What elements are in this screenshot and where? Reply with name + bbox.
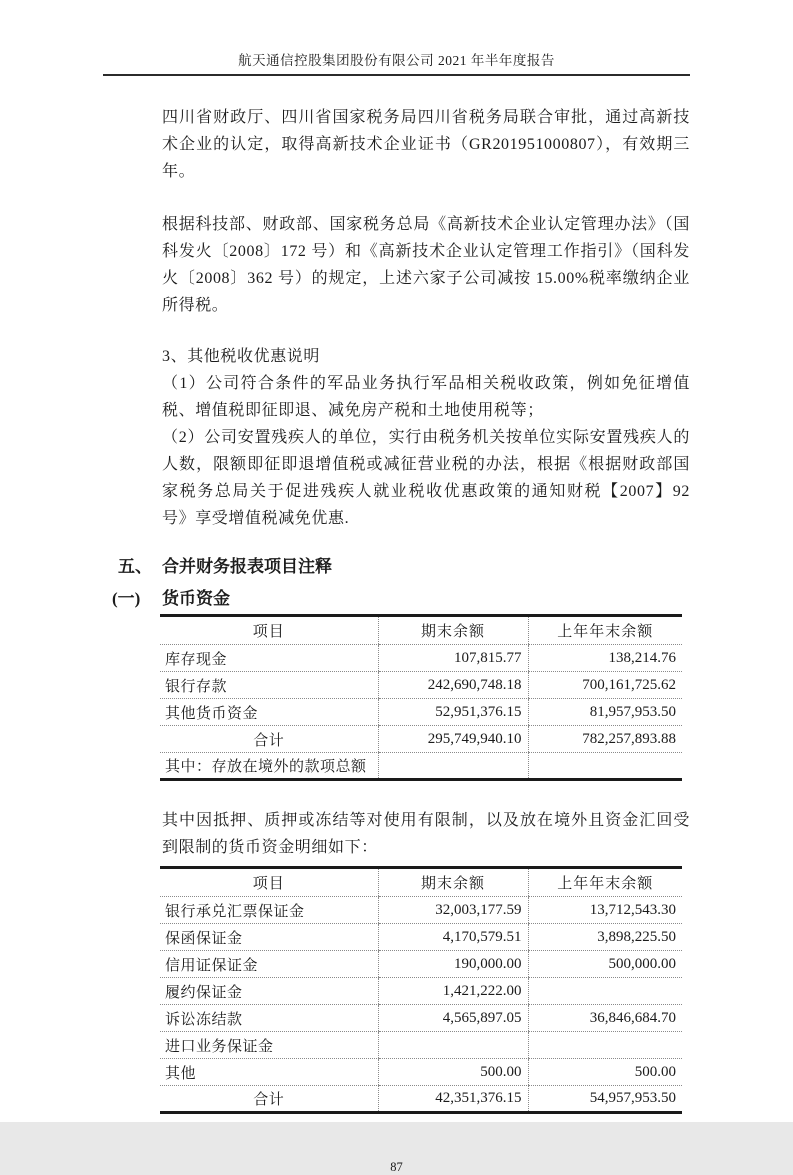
cell-end: 4,565,897.05 [378, 1005, 528, 1032]
header-prior-year-balance: 上年年末余额 [528, 868, 682, 897]
paragraph-tax-rate: 根据科技部、财政部、国家税务总局《高新技术企业认定管理办法》（国科发火〔2008〕172 号）和《高新技术企业认定管理工作指引》（国科发火〔2008〕362 号）的规定，上述六家子公司减按 15.00%税率缴纳企业所得税。 [162, 216, 690, 314]
section3-item2: （2）公司安置残疾人的单位，实行由税务机关按单位实际安置残疾人的人数，限额即征即退增值税或减征营业税的办法，根据《根据财政部国家税务总局关于促进残疾人就业税收优惠政策的通知财税【2007】92 号》享受增值税减免优惠. [162, 429, 690, 527]
table-row [160, 978, 682, 1005]
monetary-funds-table [160, 614, 682, 781]
cell-prev: 3,898,225.50 [528, 924, 682, 951]
table-row [160, 951, 682, 978]
cell-end: 52,951,376.15 [378, 699, 528, 726]
cell-end: 242,690,748.18 [378, 672, 528, 699]
cell-item: 其中：存放在境外的款项总额 [165, 759, 367, 775]
table-header-row [160, 868, 682, 897]
table-row [160, 699, 682, 726]
cell-end: 4,170,579.51 [378, 924, 528, 951]
table-row [160, 1032, 682, 1059]
cell-end: 1,421,222.00 [378, 978, 528, 1005]
cell-end: 32,003,177.59 [378, 897, 528, 924]
cell-end: 295,749,940.10 [378, 726, 528, 753]
cell-end [378, 753, 528, 780]
section-other-tax-benefits [103, 343, 690, 532]
running-header [103, 0, 690, 76]
cell-prev: 138,214.76 [528, 645, 682, 672]
restricted-funds-table [160, 866, 682, 1114]
heading-monetary-funds [112, 586, 690, 612]
cell-end: 500.00 [378, 1059, 528, 1086]
cell-prev: 81,957,953.50 [528, 699, 682, 726]
cell-item: 诉讼冻结款 [160, 1005, 378, 1032]
table-header-row [160, 616, 682, 645]
paragraph-hightech-cert: 四川省财政厅、四川省国家税务局四川省税务局联合审批，通过高新技术企业的认定，取得高新技术企业证书（GR201951000807），有效期三年。 [162, 109, 690, 180]
cell-item: 其他 [160, 1059, 378, 1086]
cell-prev: 13,712,543.30 [528, 897, 682, 924]
cell-item: 库存现金 [160, 645, 378, 672]
cell-end [378, 1032, 528, 1059]
heading-monetary-funds-title: 货币资金 [162, 589, 230, 608]
cell-item: 履约保证金 [160, 978, 378, 1005]
cell-item: 合计 [160, 726, 378, 753]
table-row [160, 672, 682, 699]
page-number: 87 [390, 1160, 403, 1174]
header-ending-balance: 期末余额 [378, 616, 528, 645]
cell-end: 107,815.77 [378, 645, 528, 672]
table-row [160, 1086, 682, 1113]
paragraph-restricted-funds: 其中因抵押、质押或冻结等对使用有限制，以及放在境外且资金汇回受到限制的货币资金明细如下： [162, 812, 690, 856]
heading-monetary-funds-number: (一) [112, 589, 141, 608]
heading-section-five [118, 554, 690, 580]
cell-prev [528, 1032, 682, 1059]
cell-item: 合计 [253, 1092, 285, 1108]
cell-prev: 500,000.00 [528, 951, 682, 978]
cell-prev: 36,846,684.70 [528, 1005, 682, 1032]
section3-title: 3、其他税收优惠说明 [162, 348, 321, 365]
section3-item1: （1）公司符合条件的军品业务执行军品相关税收政策，例如免征增值税、增值税即征即退、减免房产税和土地使用税等； [162, 375, 690, 419]
cell-prev: 500.00 [528, 1059, 682, 1086]
cell-prev [528, 978, 682, 1005]
header-item: 项目 [160, 616, 378, 645]
page-content [103, 104, 690, 1175]
cell-end: 190,000.00 [378, 951, 528, 978]
header-ending-balance: 期末余额 [378, 868, 528, 897]
cell-prev: 54,957,953.50 [528, 1086, 682, 1113]
table-row [160, 1005, 682, 1032]
table-row [160, 726, 682, 753]
table-row [160, 1059, 682, 1086]
cell-item: 进口业务保证金 [160, 1032, 378, 1059]
cell-item: 银行承兑汇票保证金 [160, 897, 378, 924]
cell-prev: 782,257,893.88 [528, 726, 682, 753]
cell-item: 信用证保证金 [160, 951, 378, 978]
header-item: 项目 [160, 868, 378, 897]
report-title: 航天通信控股集团股份有限公司 2021 年半年度报告 [238, 53, 555, 68]
table-row [160, 924, 682, 951]
table-row [160, 753, 682, 780]
cell-item: 保函保证金 [160, 924, 378, 951]
heading-section-five-number: 五、 [118, 557, 152, 576]
table-row [160, 897, 682, 924]
cell-item: 其他货币资金 [160, 699, 378, 726]
cell-prev [528, 753, 682, 780]
cell-item: 银行存款 [160, 672, 378, 699]
heading-section-five-title: 合并财务报表项目注释 [162, 557, 332, 576]
cell-prev: 700,161,725.62 [528, 672, 682, 699]
table-row [160, 645, 682, 672]
header-prior-year-balance: 上年年末余额 [528, 616, 682, 645]
cell-end: 42,351,376.15 [378, 1086, 528, 1113]
